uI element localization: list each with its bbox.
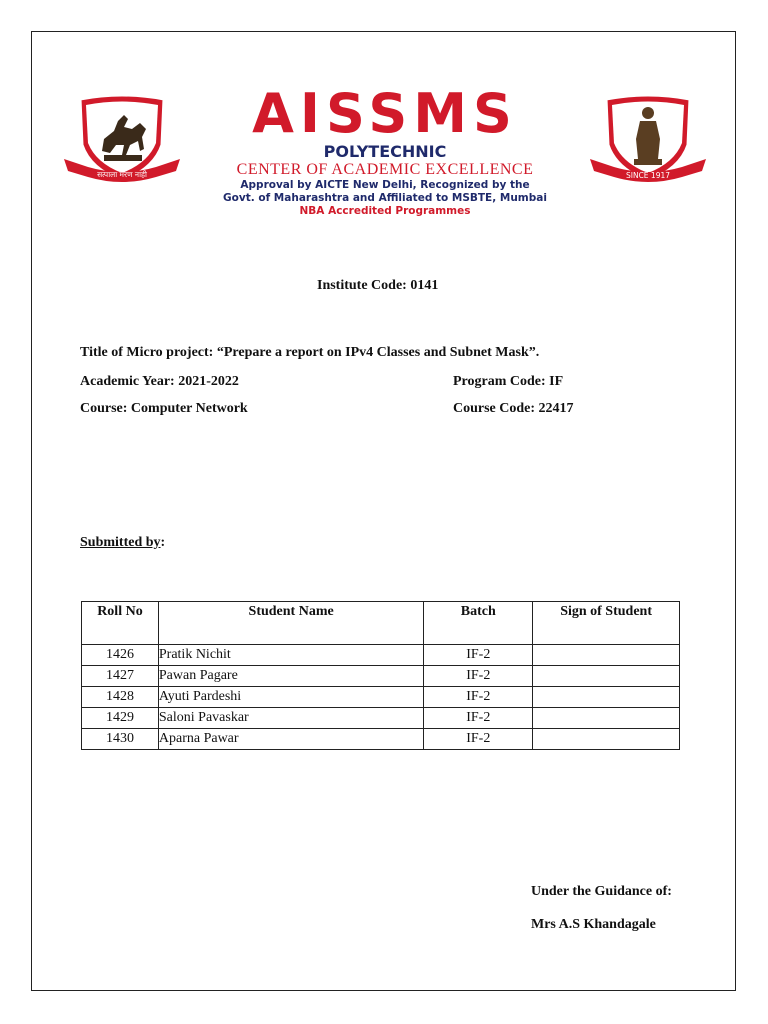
- sign-cell: [533, 729, 680, 750]
- header-batch: Batch: [424, 602, 533, 645]
- roll-cell: 1430: [82, 729, 159, 750]
- header-student-name: Student Name: [158, 602, 424, 645]
- institute-code: Institute Code: 0141: [317, 278, 439, 293]
- roll-cell: 1426: [82, 645, 159, 666]
- batch-cell: IF-2: [424, 666, 533, 687]
- guide-name: Mrs A.S Khandagale: [531, 917, 656, 932]
- table-row: [82, 729, 680, 750]
- left-emblem-motto: सत्पाला मरण नाही: [97, 170, 147, 179]
- table-row: [82, 708, 680, 729]
- brand-name: AISSMS: [252, 82, 518, 145]
- brand-tagline: CENTER OF ACADEMIC EXCELLENCE: [236, 161, 534, 178]
- brand-polytechnic: POLYTECHNIC: [323, 142, 447, 161]
- table-row: [82, 666, 680, 687]
- table-row: [82, 645, 680, 666]
- header-roll-no: Roll No: [82, 602, 159, 645]
- sign-cell: [533, 666, 680, 687]
- name-cell: Pratik Nichit: [158, 645, 424, 666]
- students-table: [81, 601, 680, 750]
- approval-line-2: Govt. of Maharashtra and Affiliated to MSBTE, Mumbai: [223, 192, 547, 204]
- submitted-by-colon: :: [160, 535, 166, 550]
- project-title: Title of Micro project: “Prepare a report on IPv4 Classes and Subnet Mask”.: [80, 345, 540, 360]
- institute-brand: [190, 84, 580, 218]
- table-row: [82, 687, 680, 708]
- guidance-label: Under the Guidance of:: [531, 884, 672, 899]
- sign-cell: [533, 687, 680, 708]
- left-emblem-icon: [58, 93, 186, 188]
- sign-cell: [533, 645, 680, 666]
- name-cell: Saloni Pavaskar: [158, 708, 424, 729]
- academic-year: Academic Year: 2021-2022: [80, 374, 239, 389]
- batch-cell: IF-2: [424, 645, 533, 666]
- roll-cell: 1427: [82, 666, 159, 687]
- course-code: Course Code: 22417: [453, 401, 574, 416]
- submitted-by-label: Submitted by: [80, 535, 161, 550]
- course-name: Course: Computer Network: [80, 401, 248, 416]
- batch-cell: IF-2: [424, 708, 533, 729]
- program-code: Program Code: IF: [453, 374, 564, 389]
- submitted-by-heading: [80, 535, 165, 551]
- header-sign: Sign of Student: [533, 602, 680, 645]
- name-cell: Pawan Pagare: [158, 666, 424, 687]
- right-emblem-icon: [584, 93, 712, 188]
- right-emblem-text: SINCE 1917: [625, 171, 671, 180]
- name-cell: Aparna Pawar: [158, 729, 424, 750]
- approval-line-1: Approval by AICTE New Delhi, Recognized by the: [240, 179, 530, 191]
- roll-cell: 1428: [82, 687, 159, 708]
- sign-cell: [533, 708, 680, 729]
- batch-cell: IF-2: [424, 729, 533, 750]
- table-header-row: [82, 602, 680, 645]
- roll-cell: 1429: [82, 708, 159, 729]
- batch-cell: IF-2: [424, 687, 533, 708]
- name-cell: Ayuti Pardeshi: [158, 687, 424, 708]
- nba-line: NBA Accredited Programmes: [299, 205, 471, 217]
